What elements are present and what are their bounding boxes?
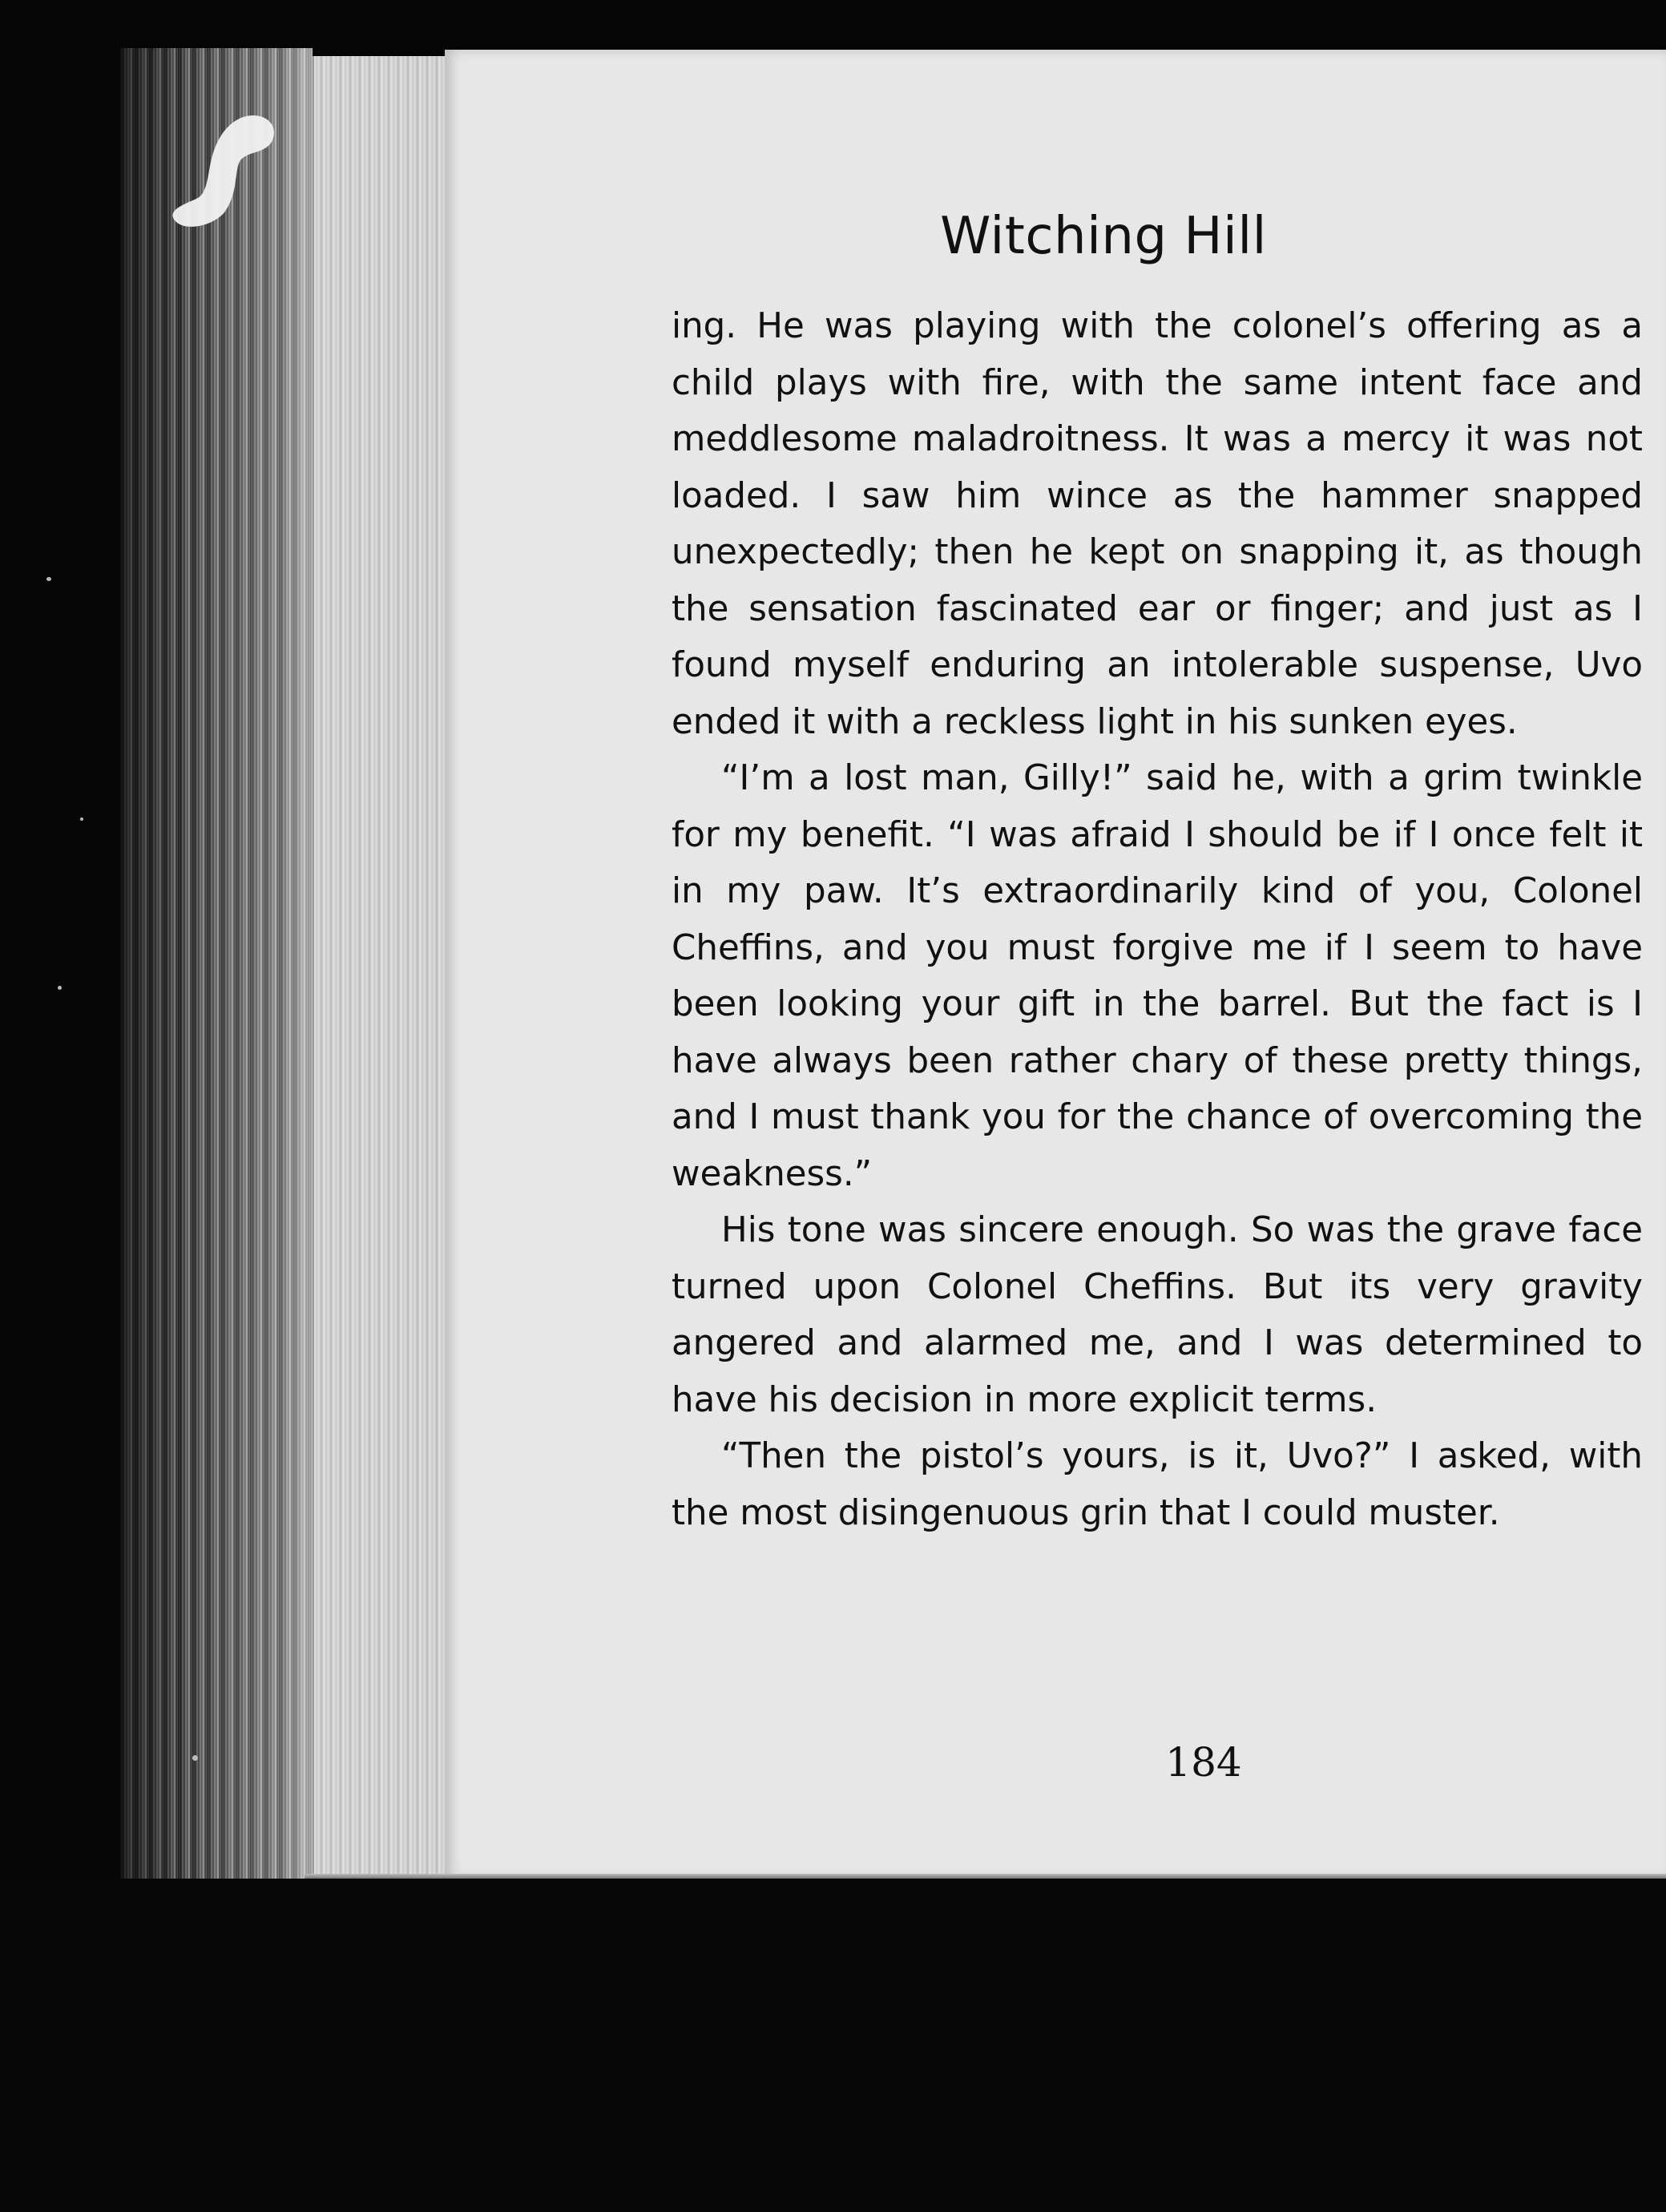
paragraph: His tone was sincere enough. So was the grave face turned upon Colonel Cheffins. But its very gravity angered and alarmed me, and I was determined to have his decision in more explicit terms. — [672, 1210, 1643, 1420]
scan-top-border — [0, 0, 1666, 48]
dust-speck — [58, 986, 62, 990]
dust-speck — [192, 1755, 198, 1761]
running-head: Witching Hill — [940, 207, 1267, 266]
page-number: 184 — [1165, 1739, 1242, 1786]
paper-tab-mark — [160, 104, 288, 240]
paragraph: ing. He was playing with the colonel’s offering as a child plays with fire, with the same intent face and meddlesome maladroitness. It was a mercy it was not loaded. I saw him wince as the hammer snapped unexpectedly; then he kept on snapping it, as though the sensation fascinated ear or finger; and just as I found myself enduring an intolerable suspense, Uvo ended it with a reckless light in his sunken eyes. — [672, 306, 1643, 742]
paragraph: “I’m a lost man, Gilly!” said he, with a grim twinkle for my benefit. “I was afraid I should be if I once felt it in my paw. It’s extraordinarily kind of you, Colonel Cheffins, and you must forgive me if I seem to have been looking your gift in the barrel. But the fact is I have always been rather chary of these pretty things, and I must thank you for the chance of overcoming the weakness.” — [672, 758, 1643, 1194]
page-stack-edges — [313, 56, 450, 1875]
dust-speck — [80, 817, 83, 821]
dust-speck — [46, 577, 51, 581]
paragraph: “Then the pistol’s yours, is it, Uvo?” I asked, with the most disingenuous grin that I could muster. — [672, 1436, 1643, 1533]
page-edge-shading — [120, 48, 313, 1883]
body-text — [672, 298, 1643, 1541]
scan-bottom-border — [0, 1879, 1666, 2212]
